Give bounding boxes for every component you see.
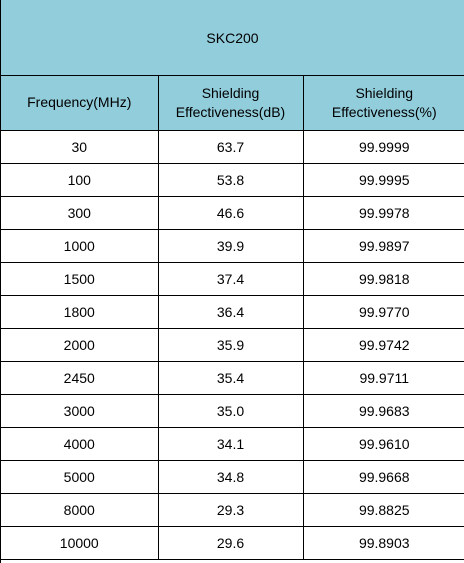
frequency-cell: 300 (1, 196, 158, 229)
table-header (1, 76, 464, 130)
table-row (1, 295, 464, 328)
table-row (1, 163, 464, 196)
header-shielding-db-line-2: Effectiveness(dB) (175, 103, 286, 120)
frequency-cell: 2450 (1, 361, 158, 394)
table-row (1, 427, 464, 460)
header-shielding-percent (303, 76, 464, 130)
table-row (1, 526, 464, 559)
table-row (1, 328, 464, 361)
shielding-percent-cell: 99.8903 (303, 526, 464, 559)
shielding-table (1, 76, 464, 560)
shielding-db-cell: 37.4 (158, 262, 303, 295)
shielding-db-cell: 46.6 (158, 196, 303, 229)
frequency-cell: 4000 (1, 427, 158, 460)
table-row (1, 493, 464, 526)
shielding-percent-cell: 99.9818 (303, 262, 464, 295)
table-row (1, 229, 464, 262)
header-shielding-db-line-1: Shielding (201, 84, 260, 101)
shielding-db-cell: 29.6 (158, 526, 303, 559)
frequency-cell: 2000 (1, 328, 158, 361)
shielding-db-cell: 63.7 (158, 130, 303, 163)
shielding-percent-cell: 99.8825 (303, 493, 464, 526)
frequency-cell: 1000 (1, 229, 158, 262)
table-row (1, 262, 464, 295)
table-row (1, 196, 464, 229)
shielding-db-cell: 36.4 (158, 295, 303, 328)
frequency-cell: 100 (1, 163, 158, 196)
header-row (1, 76, 464, 130)
frequency-cell: 10000 (1, 526, 158, 559)
shielding-percent-cell: 99.9995 (303, 163, 464, 196)
shielding-percent-cell: 99.9978 (303, 196, 464, 229)
frequency-cell: 8000 (1, 493, 158, 526)
table-title-text: SKC200 (206, 29, 259, 46)
shielding-percent-cell: 99.9770 (303, 295, 464, 328)
shielding-percent-cell: 99.9610 (303, 427, 464, 460)
table-row (1, 361, 464, 394)
shielding-db-cell: 35.0 (158, 394, 303, 427)
table-row (1, 394, 464, 427)
table-title (1, 0, 464, 76)
shielding-db-cell: 29.3 (158, 493, 303, 526)
shielding-db-cell: 39.9 (158, 229, 303, 262)
frequency-cell: 1800 (1, 295, 158, 328)
frequency-cell: 5000 (1, 460, 158, 493)
header-frequency-line-1: Frequency(MHz) (27, 94, 132, 111)
shielding-db-cell: 35.9 (158, 328, 303, 361)
shielding-db-cell: 53.8 (158, 163, 303, 196)
header-shielding-percent-line-2: Effectiveness(%) (331, 103, 437, 120)
shielding-percent-cell: 99.9668 (303, 460, 464, 493)
frequency-cell: 1500 (1, 262, 158, 295)
shielding-db-cell: 34.1 (158, 427, 303, 460)
table-row (1, 460, 464, 493)
shielding-percent-cell: 99.9999 (303, 130, 464, 163)
shielding-db-cell: 35.4 (158, 361, 303, 394)
frequency-cell: 3000 (1, 394, 158, 427)
table-row (1, 130, 464, 163)
header-frequency (1, 76, 158, 130)
table-body (1, 130, 464, 559)
shielding-percent-cell: 99.9897 (303, 229, 464, 262)
shielding-percent-cell: 99.9683 (303, 394, 464, 427)
shielding-percent-cell: 99.9711 (303, 361, 464, 394)
header-shielding-db (158, 76, 303, 130)
shielding-db-cell: 34.8 (158, 460, 303, 493)
header-shielding-percent-line-1: Shielding (355, 84, 414, 101)
frequency-cell: 30 (1, 130, 158, 163)
shielding-percent-cell: 99.9742 (303, 328, 464, 361)
